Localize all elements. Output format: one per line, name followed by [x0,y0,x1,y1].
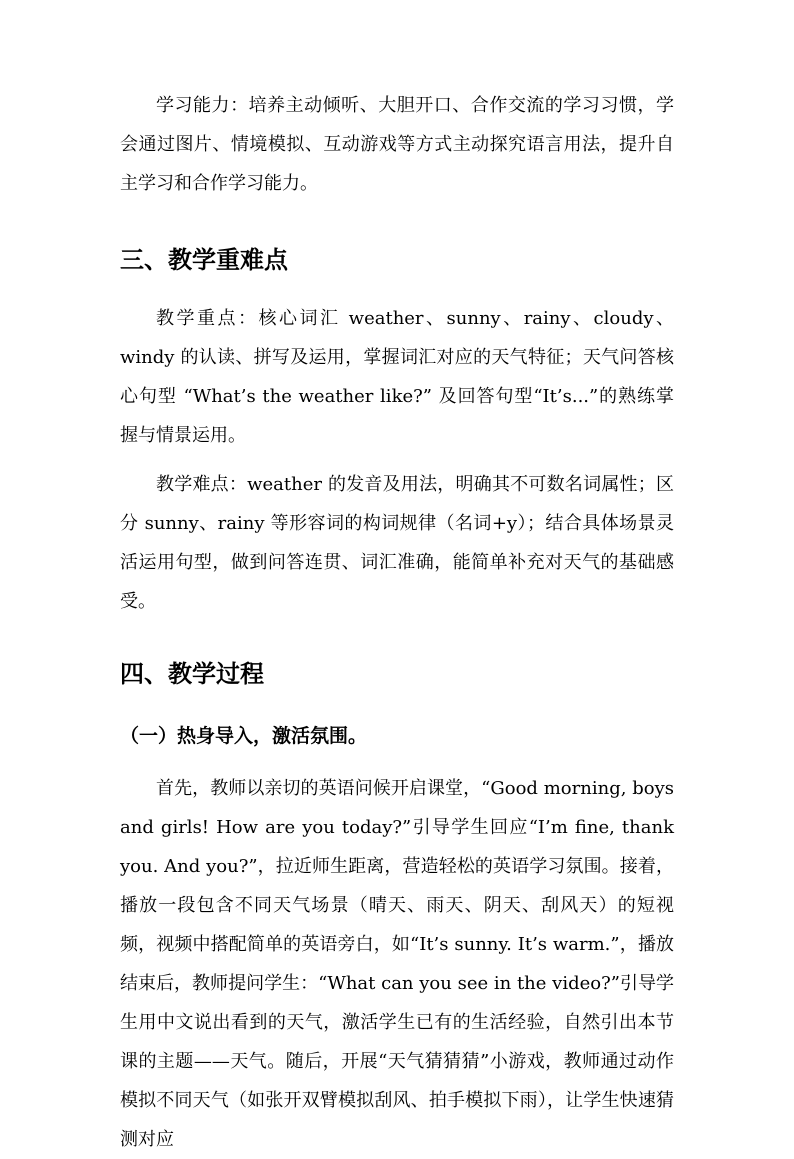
section-heading-teaching-process: 四、教学过程 [120,660,264,688]
subsection-heading-warmup: （一）热身导入，激活氛围。 [120,725,368,747]
warmup-paragraph: 首先，教师以亲切的英语问候开启课堂，“Good morning, boys and girls! How are you today?”引导学生回应“I’m fine, thank you. And you?”，拉近师生距离，营造轻松的英语学习氛围。接着，播放一段包含不同天气场景（晴天、雨天、阴天、刮风天）的短视频，视频中搭配简单的英语旁白，如“It’s sunny. It’s warm.”，播放结束后，教师提问学生：“What can you see in the video?”引导学生用中文说出看到的天气，激活学生已有的生活经验，自然引出本节课的主题——天气。随后，开展“天气猜猜猜”小游戏，教师通过动作模拟不同天气（如张开双臂模拟刮风、拍手模拟下雨），让学生快速猜测对应 [120,778,674,1150]
key-points-paragraph: 教学重点：核心词汇 weather、sunny、rainy、cloudy、windy 的认读、拼写及运用，掌握词汇对应的天气特征；天气问答核心句型 “What’s the weather like?” 及回答句型“It’s...”的熟练掌握与情景运用。 [120,308,674,446]
learning-ability-paragraph: 学习能力：培养主动倾听、大胆开口、合作交流的学习习惯，学会通过图片、情境模拟、互动游戏等方式主动探究语言用法，提升自主学习和合作学习能力。 [120,95,674,194]
document-page [120,86,674,1159]
section-heading-key-difficult-points: 三、教学重难点 [120,246,288,274]
difficult-points-paragraph: 教学难点：weather 的发音及用法，明确其不可数名词属性；区分 sunny、rainy 等形容词的构词规律（名词+y）；结合具体场景灵活运用句型，做到问答连贯、词汇准确，能简单补充对天气的基础感受。 [120,474,674,612]
